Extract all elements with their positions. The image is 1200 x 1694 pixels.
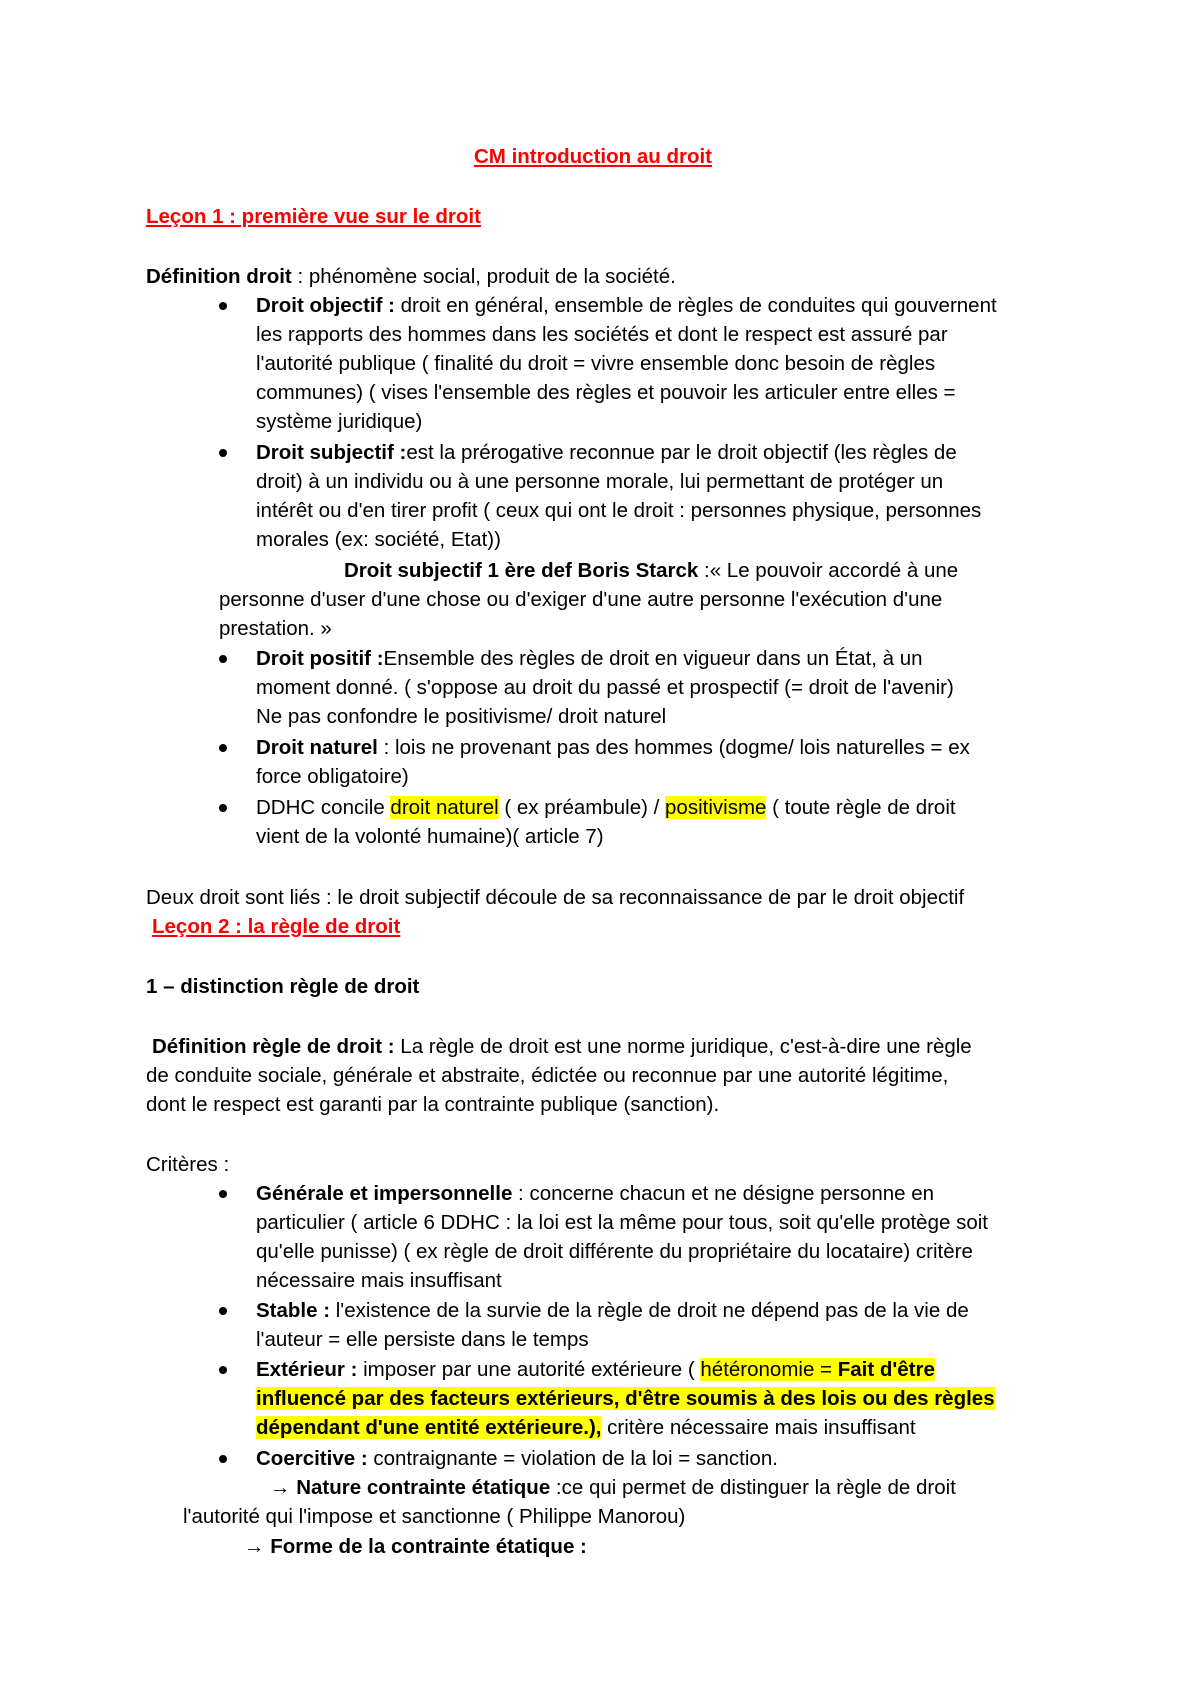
coercitive-line: Coercitive : contraignante = violation de la loi = sanction. xyxy=(256,1447,778,1470)
definition-label: Définition droit xyxy=(146,265,292,288)
definition-droit xyxy=(146,263,676,291)
subjectif-line: intérêt ou d'en tirer profit ( ceux qui ont le droit : personnes physique, personnes xyxy=(256,499,982,522)
objectif-line: système juridique) xyxy=(256,410,423,433)
objectif-line: Droit objectif : droit en général, ensemble de règles de conduites qui gouvernent xyxy=(256,294,997,317)
regle-definition-line: de conduite sociale, générale et abstraite, édictée ou reconnue par une autorité légitime, xyxy=(146,1064,949,1087)
subjectif-label: Droit subjectif : xyxy=(256,441,407,464)
highlight-positivisme: positivisme xyxy=(665,796,767,819)
coercitive-label: Coercitive : xyxy=(256,1447,368,1470)
regle-definition-line: dont le respect est garanti par la contrainte publique (sanction). xyxy=(146,1093,720,1116)
regle-definition-line: Définition règle de droit : La règle de droit est une norme juridique, c'est-à-dire une règle xyxy=(152,1035,972,1058)
highlight-heteronomie-bold: dépendant d'une entité extérieure.), xyxy=(256,1416,602,1439)
nature-line: l'autorité qui l'impose et sanctionne ( Philippe Manorou) xyxy=(183,1505,686,1528)
objectif-line: les rapports des hommes dans les sociétés et dont le respect est assuré par xyxy=(256,323,948,346)
section-heading: 1 – distinction règle de droit xyxy=(146,975,420,998)
bullet-icon xyxy=(219,804,227,812)
positif-label: Droit positif : xyxy=(256,647,384,670)
subjectif-line: Droit subjectif :est la prérogative reconnue par le droit objectif (les règles de xyxy=(256,441,957,464)
subjectif-line: droit) à un individu ou à une personne morale, lui permettant de protéger un xyxy=(256,470,944,493)
subjectif-line: morales (ex: société, Etat)) xyxy=(256,528,501,551)
starck-line: prestation. » xyxy=(219,617,332,640)
stable-label: Stable : xyxy=(256,1299,331,1322)
generale-label: Générale et impersonnelle xyxy=(256,1182,513,1205)
bullet-icon xyxy=(219,744,227,752)
arrow-right-icon: → xyxy=(244,1535,271,1558)
exterieur-line: Extérieur : imposer par une autorité extérieure ( hétéronomie = Fait d'être xyxy=(256,1358,935,1381)
generale-line: Générale et impersonnelle : concerne chacun et ne désigne personne en xyxy=(256,1182,935,1205)
highlight-heteronomie-bold: Fait d'être xyxy=(837,1358,935,1381)
stable-line: l'auteur = elle persiste dans le temps xyxy=(256,1328,589,1351)
starck-line: Droit subjectif 1 ère def Boris Starck :« Le pouvoir accordé à une xyxy=(344,559,959,582)
ddhc-line: DDHC concile droit naturel ( ex préambule) / positivisme ( toute règle de droit xyxy=(256,796,956,819)
lecon2-heading: Leçon 2 : la règle de droit xyxy=(152,915,401,938)
bullet-icon xyxy=(219,302,227,310)
regle-definition-label: Définition règle de droit : xyxy=(152,1035,395,1058)
lecon1-heading: Leçon 1 : première vue sur le droit xyxy=(146,205,481,228)
forme-label: Forme de la contrainte étatique : xyxy=(270,1535,587,1558)
naturel-line: Droit naturel : lois ne provenant pas des hommes (dogme/ lois naturelles = ex xyxy=(256,736,970,759)
objectif-line: l'autorité publique ( finalité du droit = vivre ensemble donc besoin de règles xyxy=(256,352,936,375)
highlight-heteronomie-bold: influencé par des facteurs extérieurs, d'être soumis à des lois ou des règles xyxy=(256,1387,995,1410)
generale-line: nécessaire mais insuffisant xyxy=(256,1269,502,1292)
page-title: CM introduction au droit xyxy=(474,145,712,168)
deux-droits-text: Deux droit sont liés : le droit subjectif découle de sa reconnaissance de par le droit objectif xyxy=(146,886,965,909)
starck-label: Droit subjectif 1 ère def Boris Starck xyxy=(344,559,699,582)
naturel-line: force obligatoire) xyxy=(256,765,409,788)
positif-line: Droit positif :Ensemble des règles de droit en vigueur dans un État, à un xyxy=(256,647,923,670)
stable-line: Stable : l'existence de la survie de la règle de droit ne dépend pas de la vie de xyxy=(256,1299,969,1322)
ddhc-line: vient de la volonté humaine)( article 7) xyxy=(256,825,604,848)
bullet-icon xyxy=(219,1455,227,1463)
forme-line xyxy=(244,1533,587,1561)
exterieur-label: Extérieur : xyxy=(256,1358,358,1381)
bullet-icon xyxy=(219,1190,227,1198)
exterieur-line: dépendant d'une entité extérieure.), critère nécessaire mais insuffisant xyxy=(256,1416,916,1439)
bullet-icon xyxy=(219,449,227,457)
objectif-label: Droit objectif : xyxy=(256,294,395,317)
arrow-right-icon: → xyxy=(270,1476,297,1499)
generale-line: qu'elle punisse) ( ex règle de droit différente du propriétaire du locataire) critère xyxy=(256,1240,973,1263)
bullet-icon xyxy=(219,1307,227,1315)
positif-line: Ne pas confondre le positivisme/ droit naturel xyxy=(256,705,667,728)
bullet-icon xyxy=(219,655,227,663)
starck-line: personne d'user d'une chose ou d'exiger d'une autre personne l'exécution d'une xyxy=(219,588,943,611)
definition-text: : phénomène social, produit de la société. xyxy=(291,265,676,288)
nature-label: Nature contrainte étatique xyxy=(296,1476,551,1499)
highlight-heteronomie: hétéronomie = xyxy=(700,1358,838,1381)
nature-line: → Nature contrainte étatique :ce qui permet de distinguer la règle de droit xyxy=(270,1476,956,1499)
exterieur-line xyxy=(256,1385,995,1413)
naturel-label: Droit naturel xyxy=(256,736,378,759)
criteres-label: Critères : xyxy=(146,1153,230,1176)
bullet-icon xyxy=(219,1366,227,1374)
objectif-line: communes) ( vises l'ensemble des règles et pouvoir les articuler entre elles = xyxy=(256,381,956,404)
positif-line: moment donné. ( s'oppose au droit du passé et prospectif (= droit de l'avenir) xyxy=(256,676,954,699)
highlight-droit-naturel: droit naturel xyxy=(390,796,499,819)
generale-line: particulier ( article 6 DDHC : la loi est la même pour tous, soit qu'elle protège soit xyxy=(256,1211,988,1234)
